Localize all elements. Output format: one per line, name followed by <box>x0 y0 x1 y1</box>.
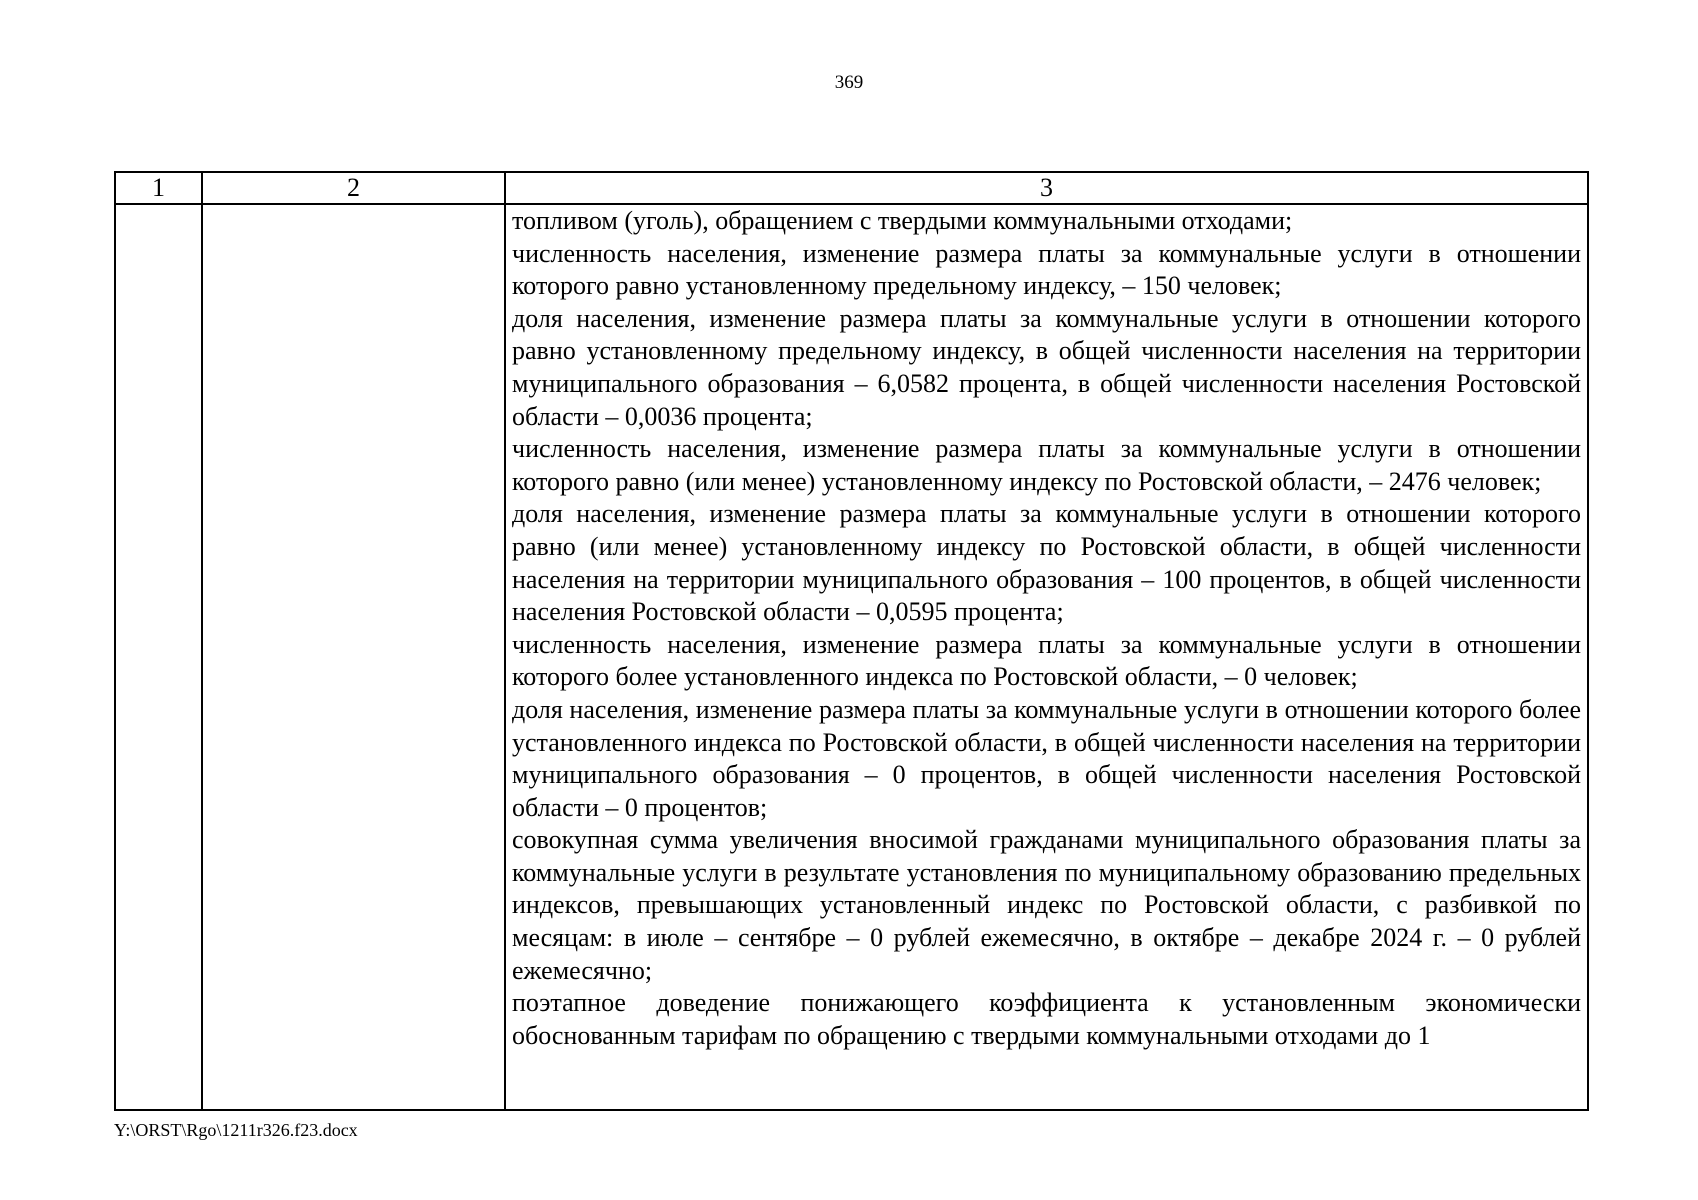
cell-column-2 <box>202 204 505 1110</box>
paragraph: численность населения, изменение размера платы за коммунальные услуги в отношении которого более установленного индекса по Ростовской области, – 0 человек; <box>512 629 1581 692</box>
paragraph: поэтапное доведение понижающего коэффициента к установленным экономически обоснованным тарифам по обращению с твердыми коммунальными отходами до 1 <box>512 988 1581 1050</box>
paragraph: доля населения, изменение размера платы за коммунальные услуги в отношении которого равно установленному предельному индексу, в общей численности населения на территории муниципального образования – 6,0582 процента, в общей численности населения Ростовской области – 0,0036 процента; <box>512 303 1581 431</box>
column-header-3: 3 <box>505 172 1588 204</box>
document-table <box>114 171 1589 1111</box>
table-row <box>115 204 1588 1110</box>
paragraph: доля населения, изменение размера платы за коммунальные услуги в отношении которого равно (или менее) установленному индексу по Ростовской области, в общей численности населения на территории муниципального образования – 100 процентов, в общей численности населения Ростовской области – 0,0595 процента; <box>512 499 1581 627</box>
footer-file-path: Y:\ORST\Rgo\1211r326.f23.docx <box>114 1120 358 1140</box>
column-header-1: 1 <box>115 172 202 204</box>
cell-column-3 <box>505 204 1588 1110</box>
paragraph: численность населения, изменение размера платы за коммунальные услуги в отношении которого равно (или менее) установленному индексу по Ростовской области, – 2476 человек; <box>512 434 1581 496</box>
paragraph: доля населения, изменение размера платы за коммунальные услуги в отношении которого более установленного индекса по Ростовской области, в общей численности населения на территории муниципального образования – 0 процентов, в общей численности населения Ростовской области – 0 процентов; <box>512 694 1581 822</box>
paragraph: численность населения, изменение размера платы за коммунальные услуги в отношении которого равно установленному предельному индексу, – 150 человек; <box>512 238 1581 301</box>
paragraph: топливом (уголь), обращением с твердыми коммунальными отходами; <box>512 206 1293 235</box>
page-number: 369 <box>834 72 864 93</box>
column-header-2: 2 <box>202 172 505 204</box>
cell-column-1 <box>115 204 202 1110</box>
paragraph: совокупная сумма увеличения вносимой гражданами муниципального образования платы за коммунальные услуги в результате установления по муниципальному образованию предельных индексов, превышающих установленный индекс по Ростовской области, с разбивкой по месяцам: в июле – сентябре – 0 рублей ежемесячно, в октябре – декабре 2024 г. – 0 рублей ежемесячно; <box>512 825 1581 985</box>
table-header-row <box>115 172 1588 204</box>
